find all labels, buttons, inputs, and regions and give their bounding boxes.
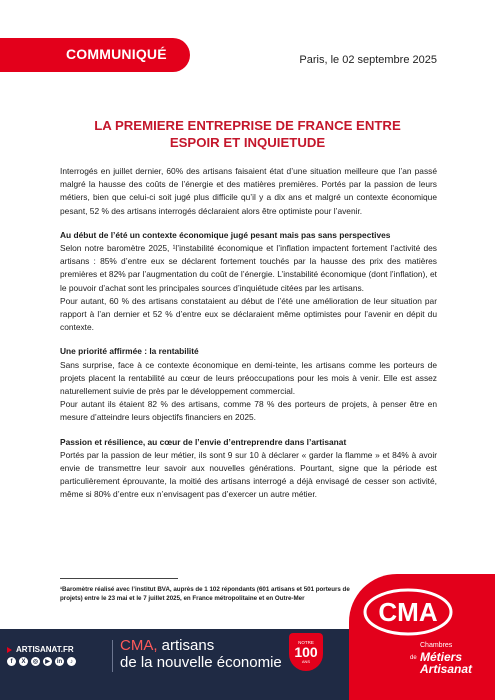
title-line-1: LA PREMIERE ENTREPRISE DE FRANCE ENTRE bbox=[94, 118, 401, 133]
logo-letters: CMA bbox=[378, 597, 438, 627]
org-name-chambres: Chambres bbox=[420, 642, 453, 649]
slogan-line-2: de la nouvelle économie bbox=[120, 654, 282, 671]
arrow-icon bbox=[7, 647, 12, 653]
slogan-rest: artisans bbox=[157, 637, 215, 654]
section-3-heading: Passion et résilience, au cœur de l’envie d’entreprendre dans l’artisanat bbox=[60, 436, 347, 447]
badge-bottom-label: ANS bbox=[301, 659, 311, 664]
section-2-heading: Une priorité affirmée : la rentabilité bbox=[60, 346, 199, 357]
footnote: ¹Baromètre réalisé avec l’institut BVA, auprès de 1 102 répondants (601 artisans et 501 porteurs de projets) entre le 23 mai et le 7 juillet 2025, en France métropolitaine et en Outre-Mer bbox=[60, 586, 350, 603]
tiktok-icon[interactable]: ♪ bbox=[67, 657, 76, 666]
badge-top-label: NOTRE bbox=[298, 640, 314, 645]
social-links bbox=[7, 657, 76, 666]
section-2-paragraph-2: Pour autant ils étaient 82 % des artisans, comme 78 % des porteurs de projets, à penser être en mesure d’atteindre leurs objectifs financiers en 2025. bbox=[60, 399, 437, 423]
title-line-2: ESPOIR ET INQUIETUDE bbox=[169, 135, 326, 150]
section-1-paragraph-2: Pour autant, 60 % des artisans constataient au début de l’été une amélioration de leur situation par rapport à l’an dernier et 52 % d’entre eux se déclaraient même optimistes pour l’avenir en dépit du contexte. bbox=[60, 295, 437, 333]
footnote-divider bbox=[60, 578, 178, 579]
org-name-de: de bbox=[410, 655, 417, 661]
slogan-line-1 bbox=[120, 637, 214, 654]
instagram-icon[interactable]: ◎ bbox=[32, 659, 39, 665]
facebook-icon[interactable]: f bbox=[7, 657, 16, 666]
badge-number: 100 bbox=[294, 644, 318, 660]
section-1-paragraph-1: Selon notre baromètre 2025, ¹l’instabilité économique et l’inflation impactent fortement l’activité des artisans : 85% d’entre eux se déclarent fortement touchés par la hausse des prix des matières premières et 82% par l’augmentation du coût de l’énergie. L’instabilité économique (dont l’inflation), et le pouvoir d’achat sont les principales sources d’inquiétude citées par les artisans. bbox=[60, 243, 437, 293]
dateline: Paris, le 02 septembre 2025 bbox=[299, 54, 437, 66]
body-content bbox=[60, 165, 437, 502]
intro-paragraph: Interrogés en juillet dernier, 60% des artisans faisaient état d’une situation meilleure que l’an passé malgré la hausse des coûts de l’énergie et des matières premières. Portés par la passion de leurs métiers, bien que celui-ci soit jugé plus difficile qu’il y a dix ans et malgré un contexte économique pesant, 52 % des artisans interrogés déclaraient alors être optimiste pour l’avenir. bbox=[60, 166, 437, 216]
website-link-label: ARTISANAT.FR bbox=[16, 645, 74, 654]
linkedin-icon[interactable]: in bbox=[56, 658, 63, 665]
anniversary-badge bbox=[289, 633, 323, 671]
press-release-title bbox=[60, 117, 435, 151]
cma-logo bbox=[363, 588, 453, 636]
x-icon[interactable]: X bbox=[19, 657, 28, 666]
footer-divider bbox=[112, 640, 113, 672]
slogan-accent: CMA, bbox=[120, 637, 158, 654]
youtube-icon[interactable]: ▶ bbox=[43, 657, 52, 666]
website-link[interactable] bbox=[7, 645, 74, 654]
section-3-paragraph-1: Portés par la passion de leur métier, ils sont 9 sur 10 à déclarer « garder la flamme » et 84% à avoir envie de transmettre leur savoir aux nouvelles générations. Pourtant, signe que la période est particulièrement éprouvante, la moitié des artisans interrogé a déjà envisagé de cesser son activité, même si 80% d’entre eux n’envisagent pas d’exercer un autre métier. bbox=[60, 449, 437, 500]
section-1-heading: Au début de l’été un contexte économique jugé pesant mais pas sans perspectives bbox=[60, 229, 391, 240]
communique-label: COMMUNIQUÉ bbox=[66, 46, 167, 62]
org-name-metiers: Métiers bbox=[420, 650, 463, 664]
section-2-paragraph-1: Sans surprise, face à ce contexte économique en demi-teinte, les artisans comme les porteurs de projets placent la rentabilité au cœur de leurs préoccupations pour les mois à venir. Elle est assez naturellement suivie de près par le développement commercial. bbox=[60, 359, 437, 397]
org-name-artisanat: Artisanat bbox=[420, 662, 473, 676]
